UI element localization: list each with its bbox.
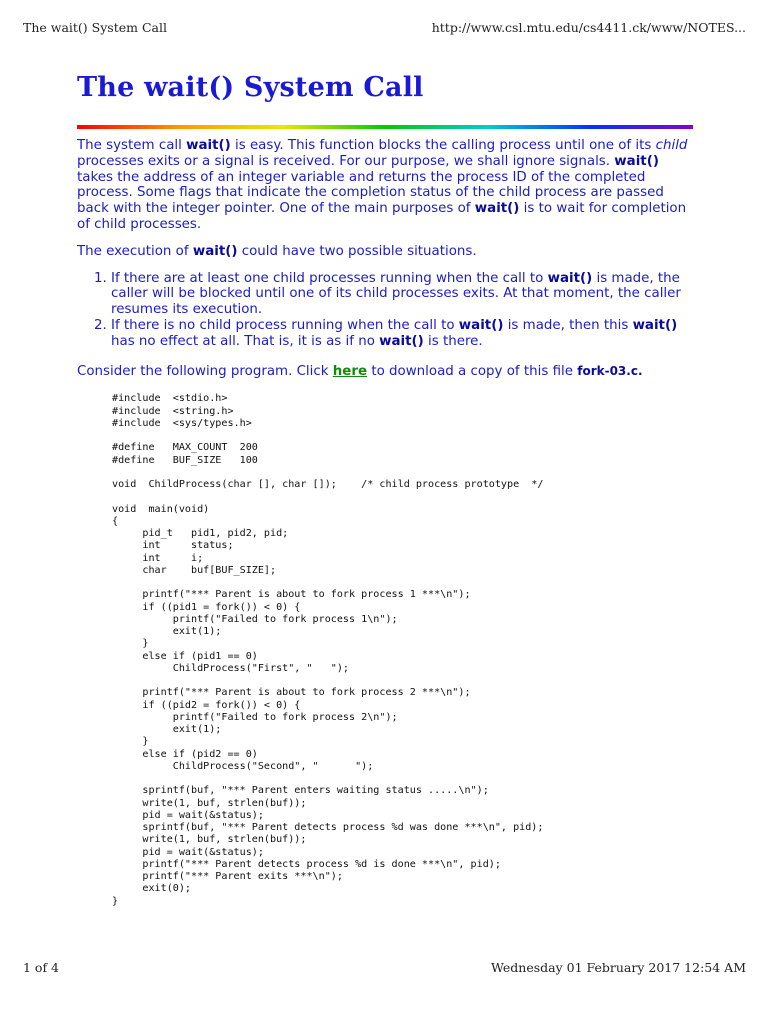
intro-text-4: takes the address of an integer variable and returns the process ID of the completed process. Some flags that indicate the completion status of the child process are passed back with the integer pointer. One of the main purposes of xyxy=(77,169,664,217)
print-timestamp: Wednesday 01 February 2017 12:54 AM xyxy=(491,960,746,975)
wait-keyword: wait() xyxy=(192,243,238,259)
child-emphasis: child xyxy=(655,138,688,153)
intro-text-5: is to wait for completion of child processes. xyxy=(77,201,687,232)
case-2-text-4: is there. xyxy=(423,333,483,349)
case-1-text-2: is made, the caller will be blocked until one of its child processes exits. At that moment, the caller resumes its execution. xyxy=(111,270,681,318)
consider-paragraph xyxy=(77,364,693,380)
rainbow-divider xyxy=(77,125,693,129)
wait-keyword: wait() xyxy=(614,153,659,169)
case-2-text-3: has no effect at all. That is, it is as if no xyxy=(111,333,380,349)
code-listing: #include <stdio.h> #include <string.h> #include <sys/types.h> #define MAX_COUNT 200 #define BUF_SIZE 100 void ChildProcess(char [], char []); /* child process prototype */ void main(void) { pid_t pid1, pid2, pid; int status; int i; char buf[BUF_SIZE]; printf("*** Parent is about to fork process 1 ***\n"); if ((pid1 = fork()) < 0) { printf("Failed to fork process 1\n"); exit(1); } else if (pid1 == 0) ChildProcess("First", " "); printf("*** Parent is about to fork process 2 ***\n"); if ((pid2 = fork()) < 0) { printf("Failed to fork process 2\n"); exit(1); } else if (pid2 == 0) ChildProcess("Second", " "); sprintf(buf, "*** Parent enters waiting status .....\n"); write(1, buf, strlen(buf)); pid = wait(&status); sprintf(buf, "*** Parent detects process %d was done ***\n", pid); write(1, buf, strlen(buf)); pid = wait(&status); printf("*** Parent detects process %d is done ***\n", pid); printf("*** Parent exits ***\n"); exit(0); } xyxy=(112,393,544,907)
situations-text-2: could have two possible situations. xyxy=(237,243,477,259)
document-content xyxy=(77,70,693,908)
print-header-url[interactable]: http://www.csl.mtu.edu/cs4411.ck/www/NOTES... xyxy=(431,20,746,35)
wait-keyword: wait() xyxy=(474,201,520,217)
situations-text-1: The execution of xyxy=(77,243,193,259)
case-2-text-1: If there is no child process running when the call to xyxy=(111,317,459,333)
consider-text-2: to download a copy of this file xyxy=(367,363,578,379)
intro-paragraph xyxy=(77,138,693,233)
print-header xyxy=(23,20,746,36)
intro-text-2: is easy. This function blocks the calling process until one of its xyxy=(230,138,656,153)
case-2-text-2: is made, then this xyxy=(503,317,633,333)
wait-keyword: wait() xyxy=(632,317,678,333)
print-header-title: The wait() System Call xyxy=(23,20,167,35)
intro-text-3: processes exits or a signal is received. For our purpose, we shall ignore signals. xyxy=(77,153,615,169)
wait-keyword: wait() xyxy=(379,333,424,349)
wait-keyword: wait() xyxy=(186,138,231,153)
page-number: 1 of 4 xyxy=(23,960,60,975)
wait-keyword: wait() xyxy=(547,270,593,286)
print-footer xyxy=(23,960,746,976)
page-title: The wait() System Call xyxy=(77,72,424,103)
download-here-link[interactable]: here xyxy=(332,363,368,379)
filename: fork-03.c. xyxy=(577,363,643,378)
wait-keyword: wait() xyxy=(458,317,504,333)
situations-list xyxy=(77,271,693,350)
consider-text-1: Consider the following program. Click xyxy=(77,363,333,379)
case-1-text-1: If there are at least one child processes running when the call to xyxy=(111,270,548,286)
list-item xyxy=(111,318,693,350)
list-item xyxy=(111,271,693,318)
situations-paragraph xyxy=(77,244,693,260)
intro-text-1: The system call xyxy=(77,138,187,153)
